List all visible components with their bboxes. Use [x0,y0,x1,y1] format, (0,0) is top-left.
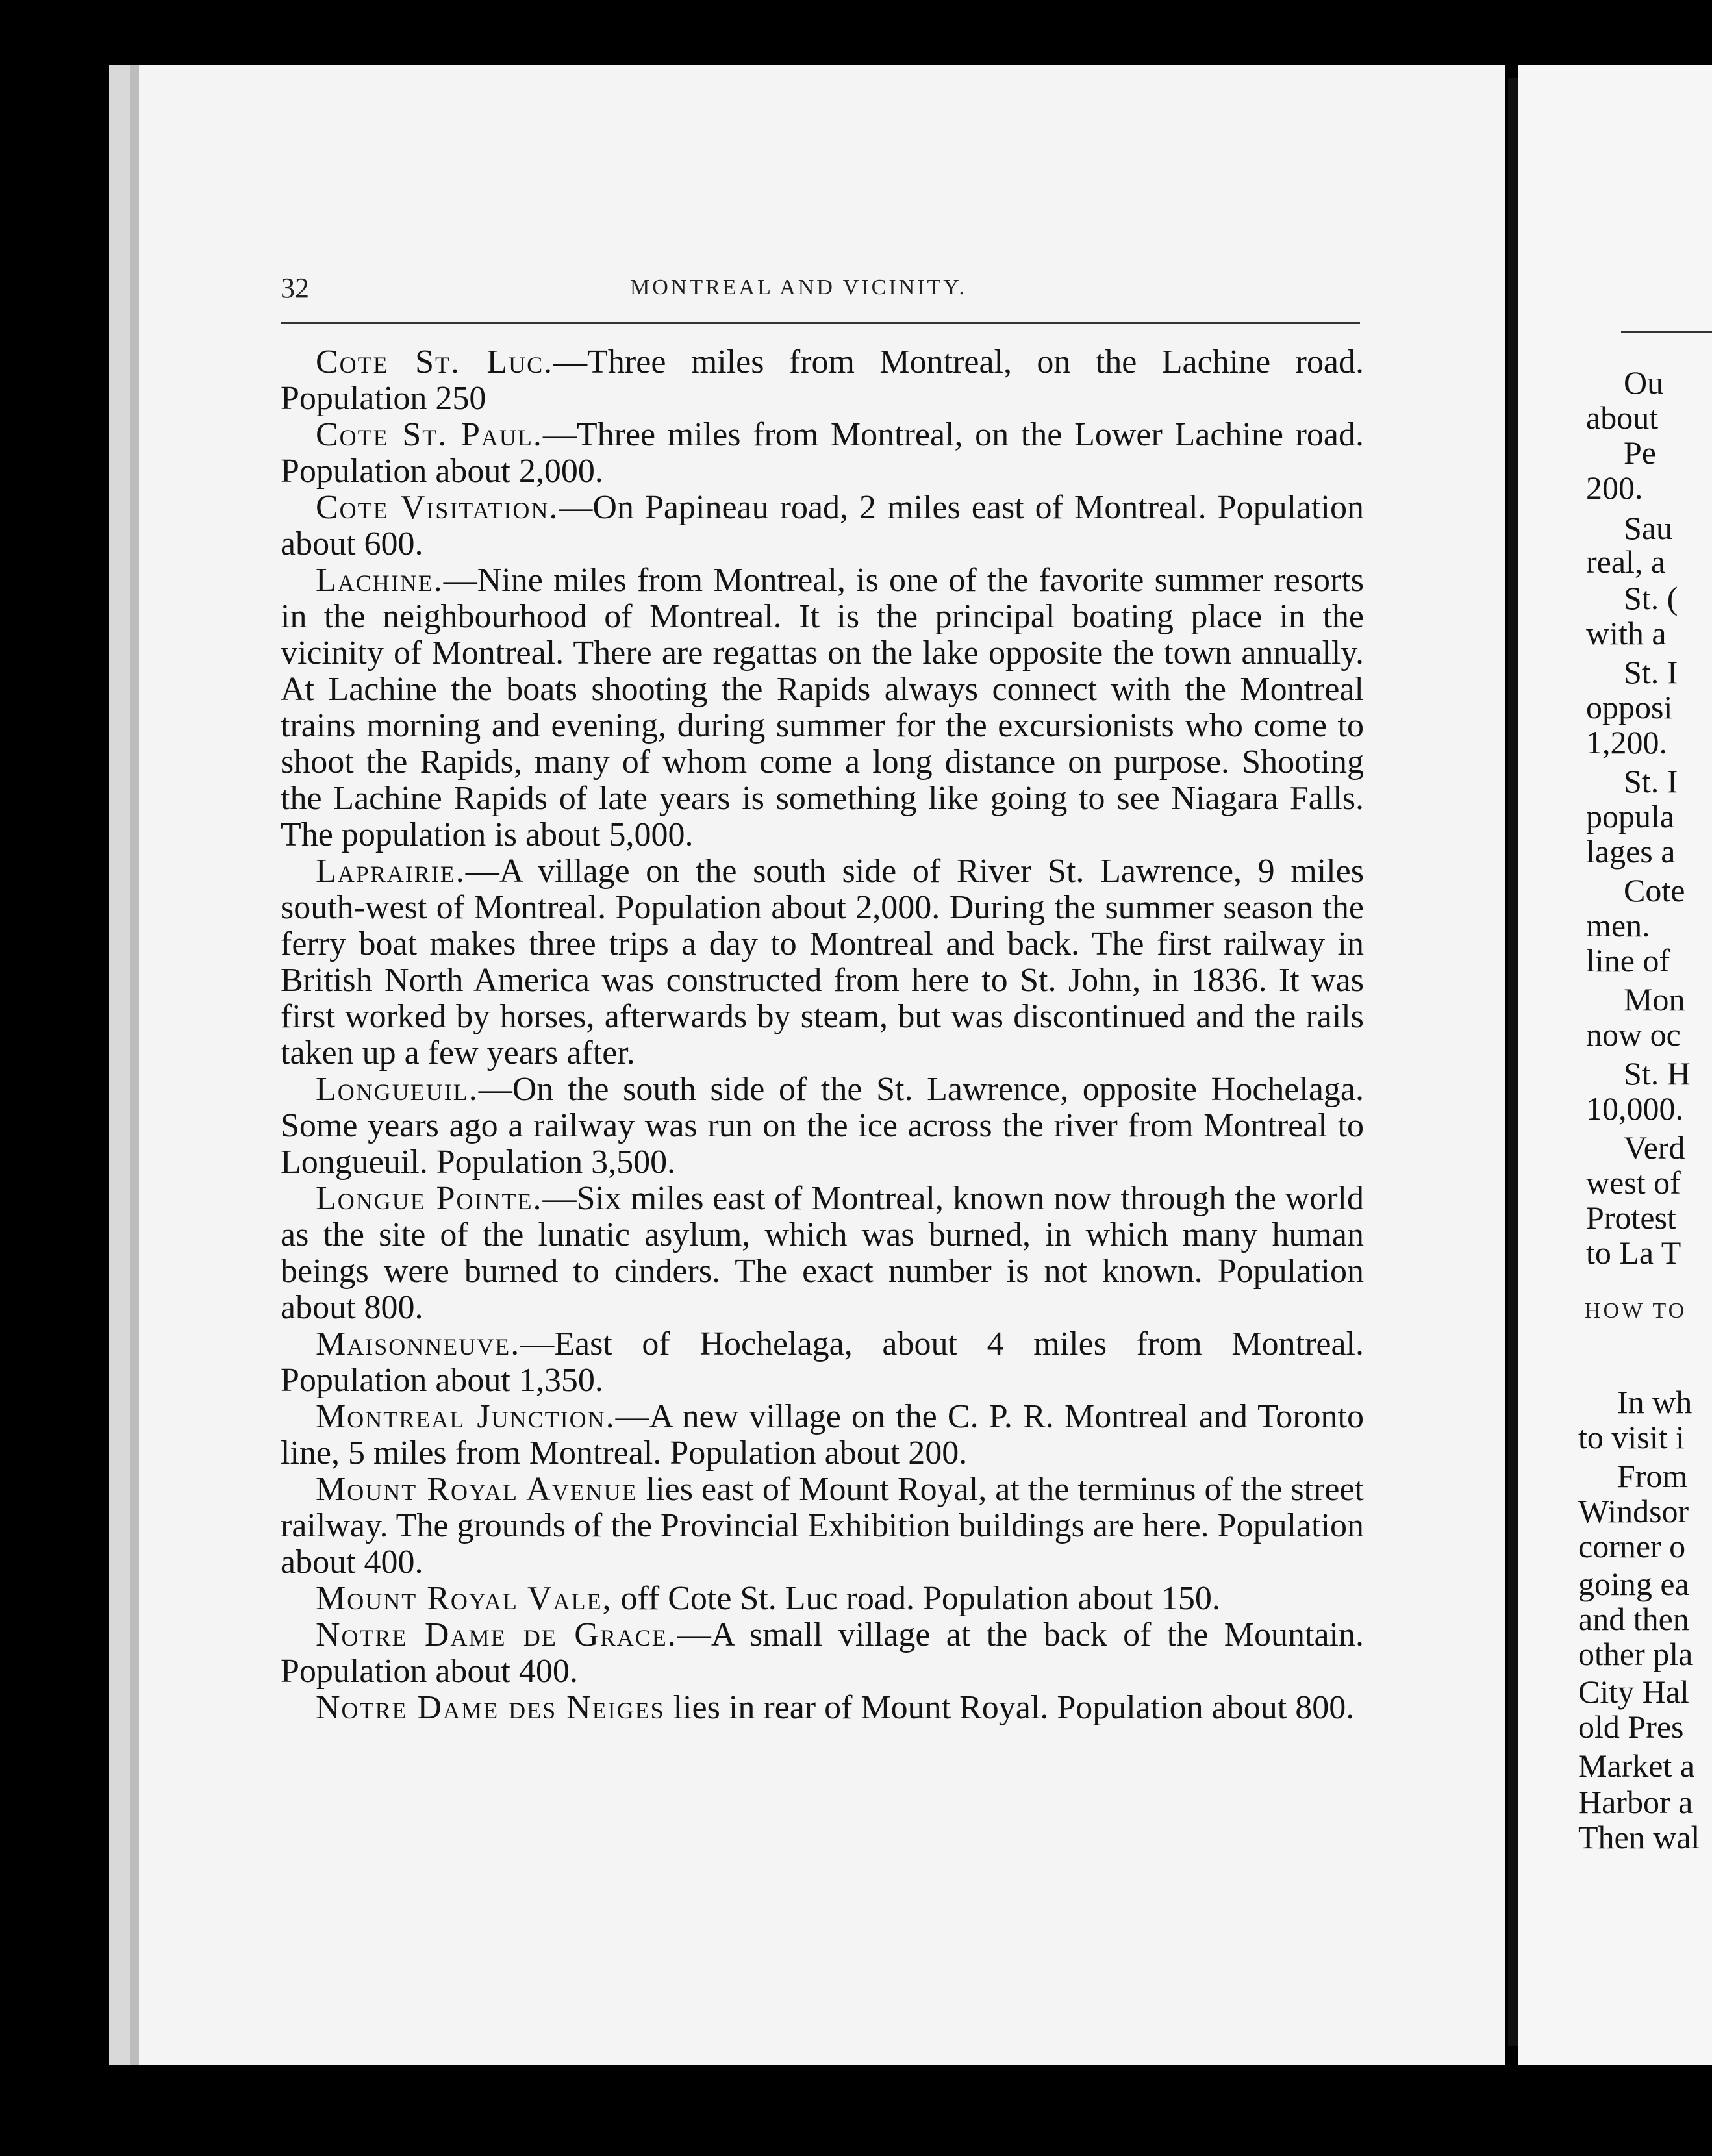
right-page-line: 200. [1586,470,1643,506]
right-page-line: Sau [1624,510,1672,546]
gazetteer-entry [281,1326,1364,1399]
left-page-body [281,344,1364,1726]
header-rule [281,322,1360,324]
gazetteer-entry [281,562,1364,853]
right-page-line: 10,000. [1586,1090,1683,1127]
entry-text: —Nine miles from Montreal, is one of the favorite summer resorts in the neighbourhood of Montreal. It is the principal boating place in the vicinity of Montreal. There are regattas on the lake opposite the town annually. At Lachine the boats shooting the Rapids always connect with the Montreal trains morning and evening, during summer for the excursionists who come to shoot the Rapids, many of whom come a long distance on purpose. Shooting the Lachine Rapids of late years is something like going to see Niagara Falls. The population is about 5,000. [281,562,1364,853]
entry-term: Cote Visitation. [316,489,559,526]
right-page-line: and then [1578,1601,1689,1637]
entry-term: Mount Royal Vale, [316,1580,612,1617]
gazetteer-entry [281,1581,1364,1617]
right-page-line: opposi [1586,689,1673,725]
entry-term: Notre Dame de Grace. [316,1616,677,1653]
right-page-line: City Hal [1578,1673,1689,1710]
right-page-line: From [1617,1458,1688,1494]
entry-text: —Three miles from Montreal, on the Lower Lachine road. Population about 2,000. [281,416,1364,490]
right-page-line: Windsor [1578,1493,1689,1529]
gazetteer-entry [281,344,1364,417]
right-page-section-heading: HOW TO [1585,1299,1687,1323]
right-page-line: to visit i [1578,1419,1685,1455]
right-page-line: other pla [1578,1636,1693,1672]
gazetteer-entry [281,1617,1364,1690]
gazetteer-entry [281,1399,1364,1472]
right-page-header-rule [1621,331,1712,333]
gazetteer-entry [281,1072,1364,1181]
right-page-line: corner o [1578,1528,1686,1564]
entry-text: —On Papineau road, 2 miles east of Montreal. Population about 600. [281,489,1364,562]
entry-text: —On the south side of the St. Lawrence, opposite Hochelaga. Some years ago a railway was run on the ice across the river from Montreal to Longueuil. Population 3,500. [281,1071,1364,1181]
right-page-line: St. I [1624,763,1678,799]
entry-term: Notre Dame des Neiges [316,1689,665,1726]
gazetteer-entry [281,490,1364,562]
right-page-line: Protest [1586,1199,1676,1236]
entry-term: Montreal Junction. [316,1398,616,1435]
entry-term: Cote St. Paul. [316,416,543,453]
right-page-line: St. I [1624,654,1678,690]
page-number: 32 [281,272,309,304]
entry-text: —Six miles east of Montreal, known now through the world as the site of the lunatic asylum, which was burned, in which many human beings were burned to cinders. The exact number is not known. Population about 800. [281,1180,1364,1326]
right-page-line: Mon [1624,981,1685,1018]
gazetteer-entry [281,853,1364,1072]
gazetteer-entry [281,1181,1364,1326]
right-page-line: lages a [1586,833,1676,870]
entry-text: lies east of Mount Royal, at the terminus of the street railway. The grounds of the Provincial Exhibition buildings are here. Population about 400. [281,1471,1365,1581]
entry-text: —East of Hochelaga, about 4 miles from Montreal. Population about 1,350. [281,1325,1364,1399]
right-page-line: Pe [1624,434,1656,471]
right-page-line: 1,200. [1586,724,1667,760]
entry-term: Lachine. [316,562,444,599]
right-page-line: now oc [1586,1016,1681,1053]
right-page-line: to La T [1586,1235,1681,1271]
entry-text: —A new village on the C. P. R. Montreal and Toronto line, 5 miles from Montreal. Population about 200. [281,1398,1364,1472]
entry-term: Cote St. Luc. [316,344,554,381]
right-page-line: In wh [1617,1384,1693,1420]
right-page-line: Then wal [1578,1819,1700,1855]
entry-text: —A small village at the back of the Mountain. Population about 400. [281,1616,1364,1690]
entry-term: Longueuil. [316,1071,479,1108]
entry-text: —A village on the south side of River St. Lawrence, 9 miles south-west of Montreal. Population about 2,000. During the summer season the ferry boat makes three trips a day to Montreal and back. The first railway in British North America was constructed from here to St. John, in 1836. It was first worked by horses, afterwards by steam, but was discontinued and the rails taken up a few years after. [281,853,1364,1072]
book-spine-gutter [1508,78,1518,2046]
entry-term: Longue Pointe. [316,1180,543,1217]
entry-term: Laprairie. [316,853,466,890]
gazetteer-entry [281,417,1364,490]
right-page-line: Harbor a [1578,1784,1693,1820]
gazetteer-entry [281,1690,1364,1726]
right-page-line: old Pres [1578,1709,1684,1745]
running-title: MONTREAL AND VICINITY. [630,275,967,299]
right-page-line: about [1586,399,1659,436]
gazetteer-entry [281,1472,1364,1581]
entry-term: Maisonneuve. [316,1325,521,1362]
right-page-line: Market a [1578,1748,1695,1784]
entry-term: Mount Royal Avenue [316,1471,638,1508]
right-page-line: Cote [1624,872,1685,909]
right-page-line: St. H [1624,1055,1691,1092]
entry-text: —Three miles from Montreal, on the Lachine road. Population 250 [281,344,1364,417]
right-page-line: popula [1586,798,1675,834]
page-edge-shadow [130,65,139,2065]
right-page-line: line of [1586,942,1670,979]
right-page-line: men. [1586,907,1650,944]
right-page-line: real, a [1586,544,1666,580]
entry-text: lies in rear of Mount Royal. Population about 800. [664,1689,1355,1726]
right-page-line: west of [1586,1164,1681,1201]
right-page-line: Verd [1624,1129,1685,1166]
right-page-line: going ea [1578,1566,1689,1602]
right-page-line: Ou [1624,364,1664,401]
right-page-line: with a [1586,615,1667,651]
right-page-line: St. ( [1624,580,1678,616]
entry-text: off Cote St. Luc road. Population about 150. [612,1580,1220,1617]
